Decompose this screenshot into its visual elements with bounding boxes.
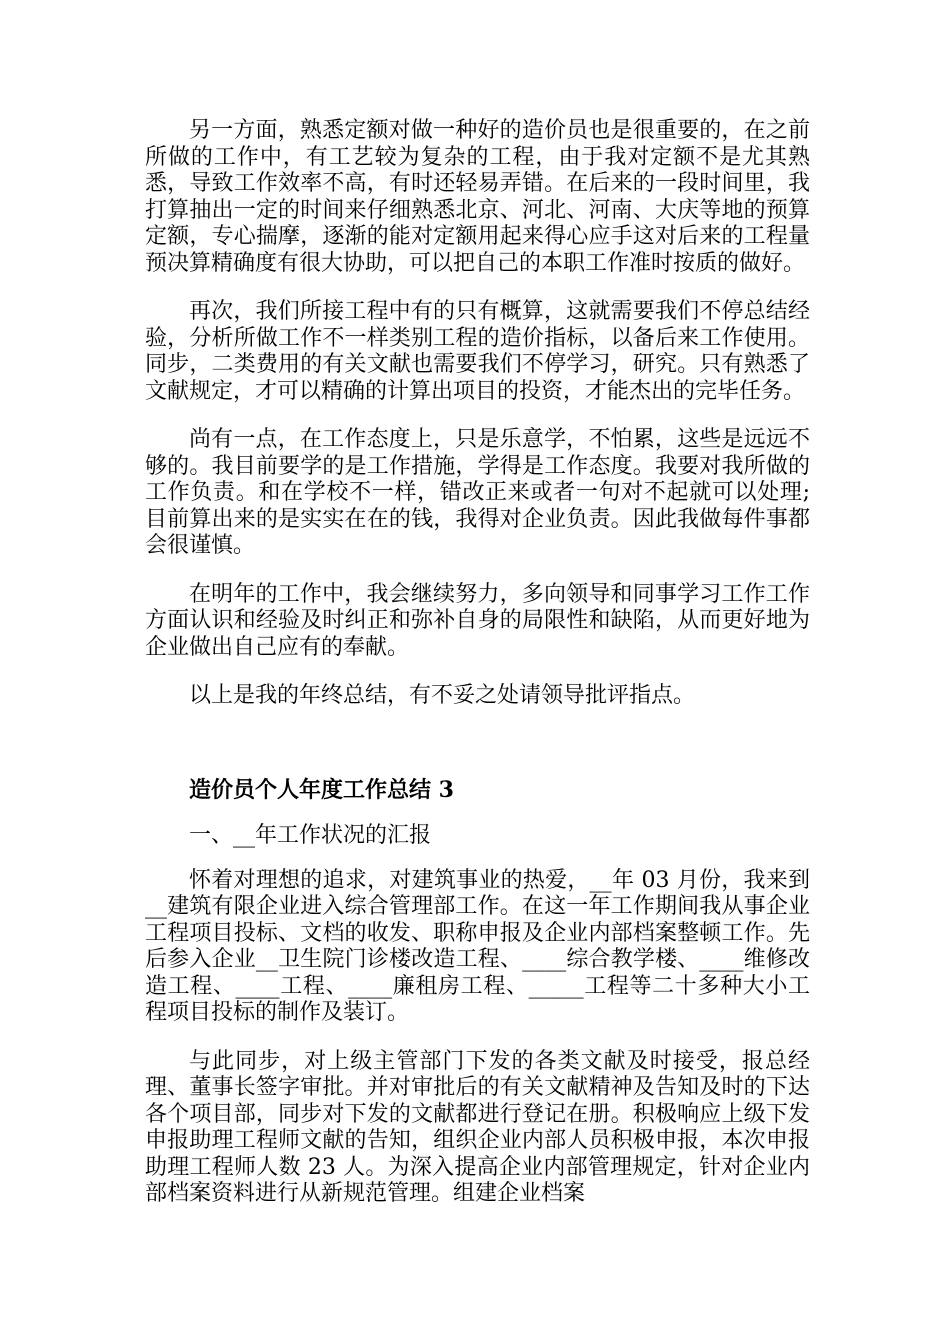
- paragraph-document-management: 与此同步，对上级主管部门下发的各类文献及时接受，报总经理、董事长签字审批。并对审批后的有关文献精神及告知及时的下达各个项目部，同步对下发的文献都进行登记在册。积极响应上级下发申报助理工程师文献的告知，组织企业内部人员积极申报，本次申报助理工程师人数 23 人。为深入提高企业内部管理规定，针对企业内部档案资料进行从新规范管理。组建企业档案: [145, 1048, 810, 1206]
- subsection-title: 一、__年工作状况的汇报: [189, 822, 432, 848]
- paragraph-next-year-plan: 在明年的工作中，我会继续努力，多向领导和同事学习工作工作方面认识和经验及时纠正和弥补自身的局限性和缺陷，从而更好地为企业做出自己应有的奉献。: [145, 581, 810, 660]
- paragraph-closing-remark: 以上是我的年终总结，有不妥之处请领导批评指点。: [189, 683, 696, 708]
- paragraph-work-overview: 怀着对理想的追求，对建筑事业的热爱，__年 03 月份，我来到__建筑有限企业进入综合管理部工作。在这一年工作期间我从事企业工程项目投标、文档的收发、职称申报及企业内部档案整顿工作。先后参入企业__卫生院门诊楼改造工程、____综合教学楼、____维修改造工程、____工程、____廉租房工程、_____工程等二十多种大小工程项目投标的制作及装订。: [145, 867, 810, 1025]
- paragraph-quota-familiarity: 另一方面，熟悉定额对做一种好的造价员也是很重要的，在之前所做的工作中，有工艺较为复杂的工程，由于我对定额不是尤其熟悉，导致工作效率不高，有时还轻易弄错。在后来的一段时间里，我打算抽出一定的时间来仔细熟悉北京、河北、河南、大庆等地的预算定额，专心揣摩，逐渐的能对定额用起来得心应手这对后来的工程量预决算精确度有很大协助，可以把自己的本职工作准时按质的做好。: [145, 118, 810, 276]
- document-page: [145, 118, 810, 1230]
- section-title: 造价员个人年度工作总结 3: [189, 776, 454, 803]
- paragraph-estimate-experience: 再次，我们所接工程中有的只有概算，这就需要我们不停总结经验，分析所做工作不一样类别工程的造价指标，以备后来工作使用。同步，二类费用的有关文献也需要我们不停学习，研究。只有熟悉了文献规定，才可以精确的计算出项目的投资，才能杰出的完毕任务。: [145, 299, 810, 404]
- paragraph-work-attitude: 尚有一点，在工作态度上，只是乐意学，不怕累，这些是远远不够的。我目前要学的是工作措施，学得是工作态度。我要对我所做的工作负责。和在学校不一样，错改正来或者一句对不起就可以处理;目前算出来的是实实在在的钱，我得对企业负责。因此我做每件事都会很谨慎。: [145, 427, 810, 558]
